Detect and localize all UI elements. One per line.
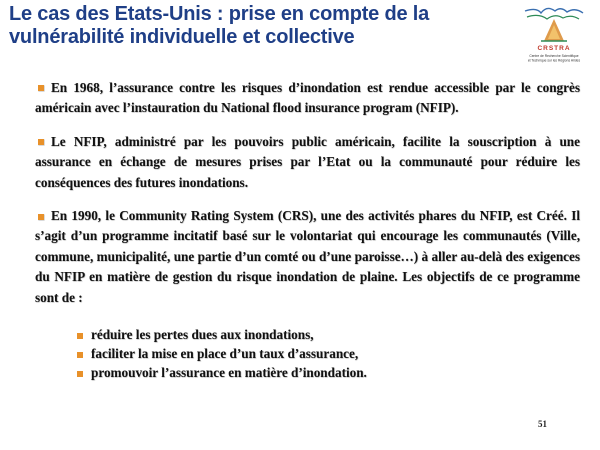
square-bullet-icon: [38, 139, 44, 145]
list-item: [77, 325, 580, 344]
crstra-logo-icon: [517, 3, 592, 73]
list-item-text: promouvoir l’assurance en matière d’inondation.: [91, 365, 367, 381]
list-item: [77, 344, 580, 363]
list-item: [77, 363, 580, 382]
slide-content: [35, 78, 580, 382]
paragraph-3: [35, 206, 580, 308]
list-item-text: faciliter la mise en place d’un taux d’assurance,: [91, 346, 359, 362]
crstra-logo-line1: Centre de Recherche Scientifique: [529, 54, 579, 58]
square-bullet-icon: [77, 371, 83, 377]
square-bullet-icon: [38, 85, 44, 91]
objectives-list: [35, 325, 580, 382]
paragraph-2: [35, 132, 580, 193]
square-bullet-icon: [77, 352, 83, 358]
slide-title: Le cas des Etats-Unis : prise en compte de la vulnérabilité individuelle et collective: [9, 3, 430, 48]
paragraph-1: [35, 78, 580, 119]
square-bullet-icon: [77, 333, 83, 339]
list-item-text: réduire les pertes dues aux inondations,: [91, 327, 314, 343]
paragraph-text: En 1990, le Community Rating System (CRS), une des activités phares du NFIP, est Créé. Il s’agit d’un programme incitatif basé sur le volontariat qui encourage les communautés (Ville, commune, municipalité, une partie d’un comté ou d’une paroisse…) à aller au-delà des exigences du NFIP en matière de gestion du risque inondation de plaine. Les objectifs de ce programme sont de :: [35, 208, 580, 305]
paragraph-text: En 1968, l’assurance contre les risques d’inondation est rendue accessible par le congrès américain avec l’instauration du National flood insurance program (NFIP).: [35, 80, 580, 116]
paragraph-text: Le NFIP, administré par les pouvoirs public américain, facilite la souscription à une assurance en échange de mesures prises par l’Etat ou la communauté pour réduire les conséquences des futures inondations.: [35, 133, 580, 190]
crstra-logo: [517, 3, 592, 73]
crstra-logo-name: CRSTRA: [537, 45, 571, 52]
page-number: 51: [538, 419, 547, 429]
crstra-logo-line2: et Technique sur les Régions Arides: [527, 58, 581, 63]
square-bullet-icon: [38, 214, 44, 220]
